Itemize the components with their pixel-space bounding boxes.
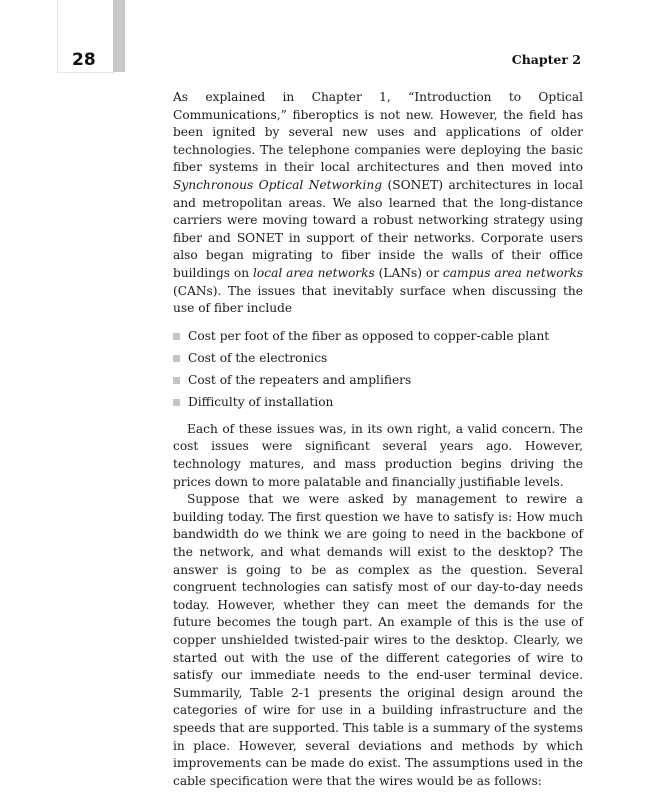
list-item-text: Difficulty of installation [188, 395, 334, 410]
paragraph-intro [173, 89, 583, 318]
list-item [173, 328, 583, 346]
issues-list [173, 328, 583, 412]
bullet-square-icon [173, 377, 180, 384]
list-item [173, 350, 583, 368]
paragraph-intro-part-4: (CANs). The issues that inevitably surface when discussing the use of fiber include [173, 283, 583, 316]
list-item [173, 394, 583, 412]
page-tab-bar [113, 0, 125, 72]
term-lan: local area networks [253, 265, 375, 280]
paragraph-intro-part-2: (SONET) architectures in local and metropolitan areas. We also learned that the long-distance carriers were moving toward a robust networking strategy using fiber and SONET in support of their networks. Corporate users also began migrating to fiber inside the walls of their office buildings on [173, 177, 583, 280]
paragraph-intro-part-3: (LANs) or [374, 265, 443, 280]
bullet-square-icon [173, 399, 180, 406]
chapter-title: Chapter 2 [511, 52, 581, 67]
bullet-square-icon [173, 355, 180, 362]
term-can: campus area networks [442, 265, 584, 280]
page-number: 28 [72, 50, 96, 70]
list-item-text: Cost of the electronics [188, 350, 328, 365]
paragraph-intro-part-1: As explained in Chapter 1, “Introduction to Optical Communications,” fiberoptics is not new. However, the field has been ignited by several new uses and applications of older technologies. The telephone companies were deploying the basic fiber systems in their local architectures and then moved into [173, 90, 583, 175]
paragraph-cost-issues: Each of these issues was, in its own right, a valid concern. The cost issues were significant several years ago. However, technology matures, and mass production begins driving the prices down to more palatable and financially justifiable levels. [173, 421, 583, 489]
list-item [173, 372, 583, 390]
list-item-text: Cost of the repeaters and amplifiers [188, 373, 412, 388]
paragraph-rewire-building: Suppose that we were asked by management to rewire a building today. The first question we have to satisfy is: How much bandwidth do we think we are going to need in the backbone of the network, and what demands will exist to the desktop? The answer is going to be as complex as the question. Several congruent technologies can satisfy most of our day-to-day needs today. However, whether they can meet the demands for the future becomes the tough part. An example of this is the use of copper unshielded twisted-pair wires to the desktop. Clearly, we started out with the use of the different categories of wire to satisfy our immediate needs to the end-user terminal device. Summarily, Table 2-1 presents the original design around the categories of wire for use in a building infrastructure and the speeds that are supported. This table is a summary of the systems in place. However, several deviations and methods by which improvements can be made do exist. The assumptions used in the cable specification were that the wires would be as follows: [173, 492, 583, 788]
list-item-text: Cost per foot of the fiber as opposed to copper-cable plant [188, 328, 550, 343]
bullet-square-icon [173, 333, 180, 340]
term-sonet: Synchronous Optical Networking [173, 177, 383, 192]
page-body [173, 89, 583, 790]
